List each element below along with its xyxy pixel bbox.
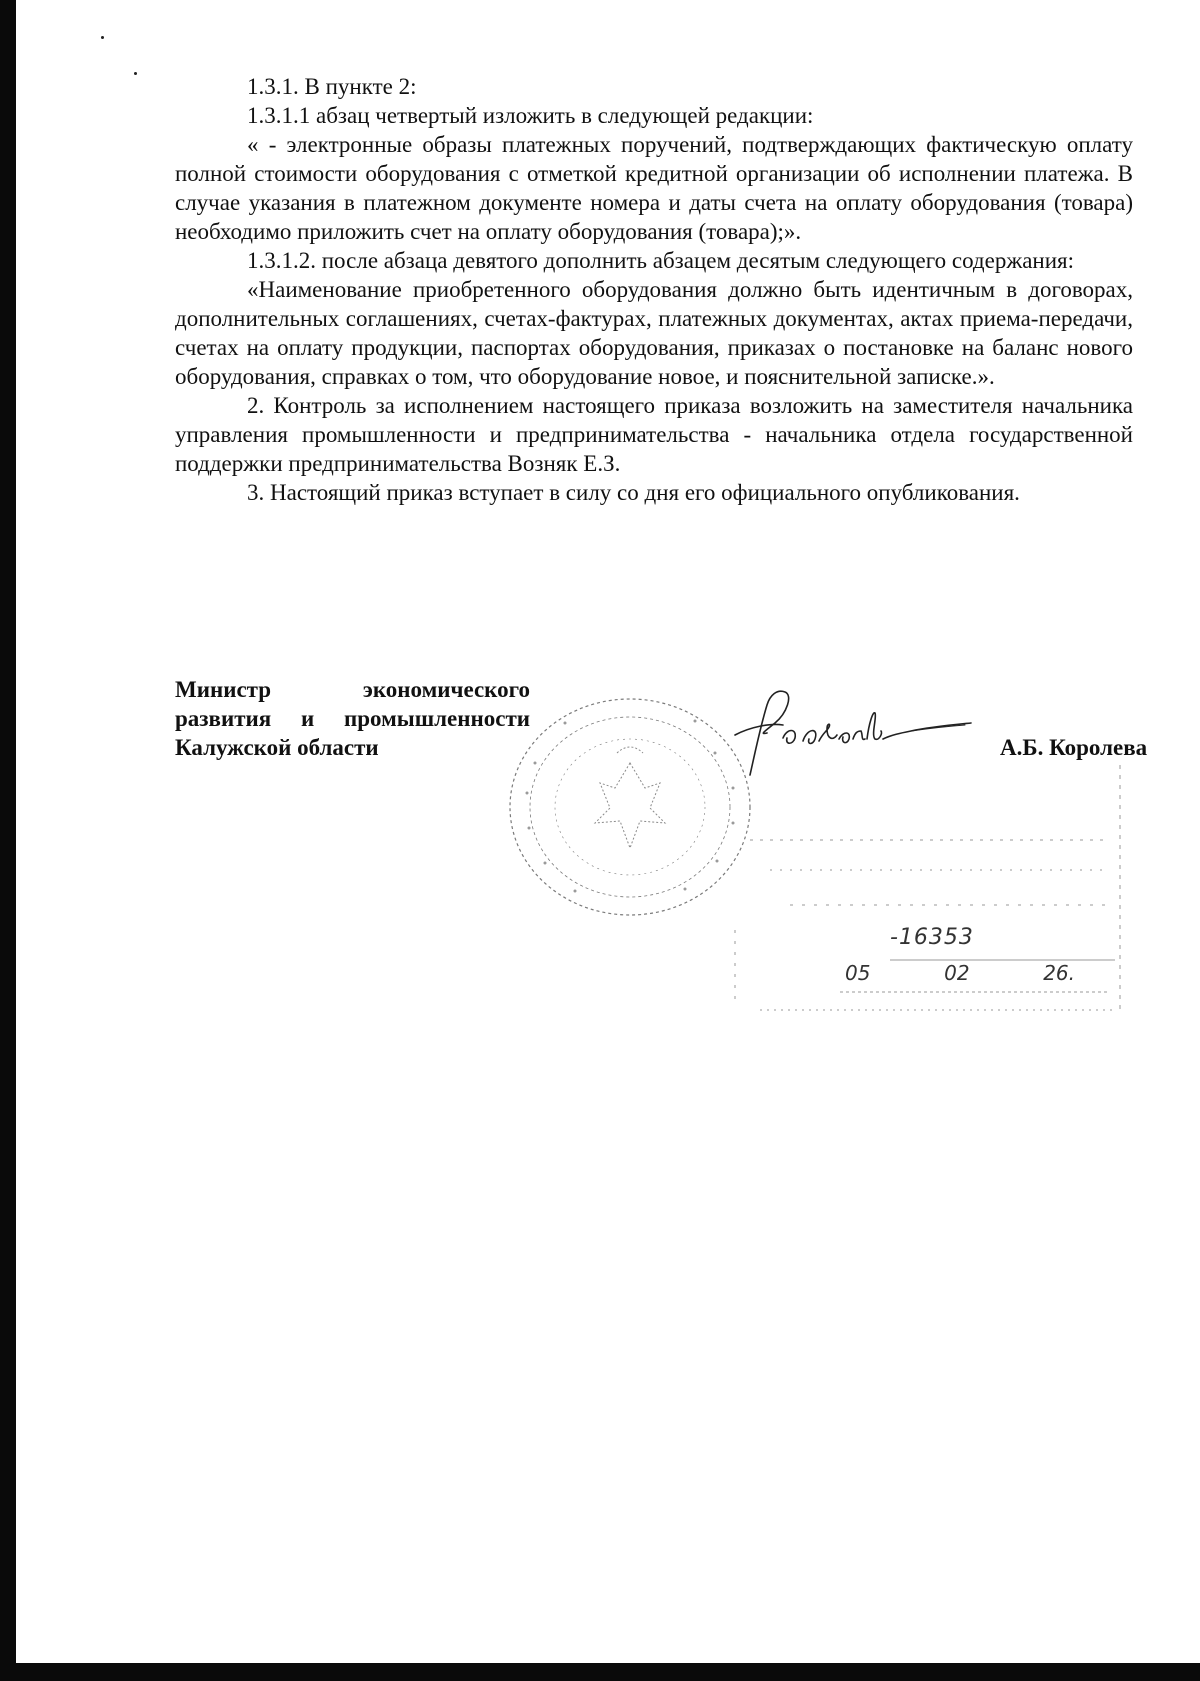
clause-3: 3. Настоящий приказ вступает в силу со дня его официального опубликования. [247, 480, 1020, 505]
signatory-title-line: Калужской области [175, 735, 379, 760]
clause-1-3-1-2: 1.3.1.2. после абзаца девятого дополнить абзацем десятым следующего содержания: [247, 248, 1075, 273]
scan-bottom-edge [0, 1663, 1200, 1681]
clause-1-3-1-2-text: «Наименование приобретенного оборудования должно быть идентичным в договорах, дополнительных соглашениях, счетах-фактурах, платежных документах, актах приема-передачи, счетах на оплату продукции, паспортах оборудования, приказах о постановке на баланс нового оборудования, справках о том, что оборудование новое, и пояснительной записке.». [175, 277, 1133, 389]
clause-2: 2. Контроль за исполнением настоящего приказа возложить на заместителя начальника управления промышленности и предпринимательства - начальника отдела государственной поддержки предпринимательства Возняк Е.З. [175, 393, 1133, 476]
registration-date-day: 05 [845, 961, 871, 985]
signatory-title-line: Министр экономического [175, 677, 530, 702]
scan-speck [101, 36, 104, 39]
document-body [175, 72, 1133, 507]
signatory-title-line: развития и промышленности [175, 706, 530, 731]
registration-date [845, 961, 1075, 985]
registration-number: -16353 [890, 925, 974, 950]
clause-1-3-1: 1.3.1. В пункте 2: [247, 74, 417, 99]
signatory-name: А.Б. Королева [1000, 735, 1148, 760]
scan-left-edge [0, 0, 16, 1681]
scan-speck [134, 72, 137, 75]
clause-1-3-1-1: 1.3.1.1 абзац четвертый изложить в следующей редакции: [247, 103, 814, 128]
registration-date-month: 02 [944, 961, 970, 985]
registration-date-year: 26. [1043, 961, 1075, 985]
signatory-title [175, 675, 530, 762]
clause-1-3-1-1-text: « - электронные образы платежных поручений, подтверждающих фактическую оплату полной стоимости оборудования с отметкой кредитной организации об исполнении платежа. В случае указания в платежном документе номера и даты счета на оплату оборудования (товара) необходимо приложить счет на оплату оборудования (товара);». [175, 132, 1133, 244]
